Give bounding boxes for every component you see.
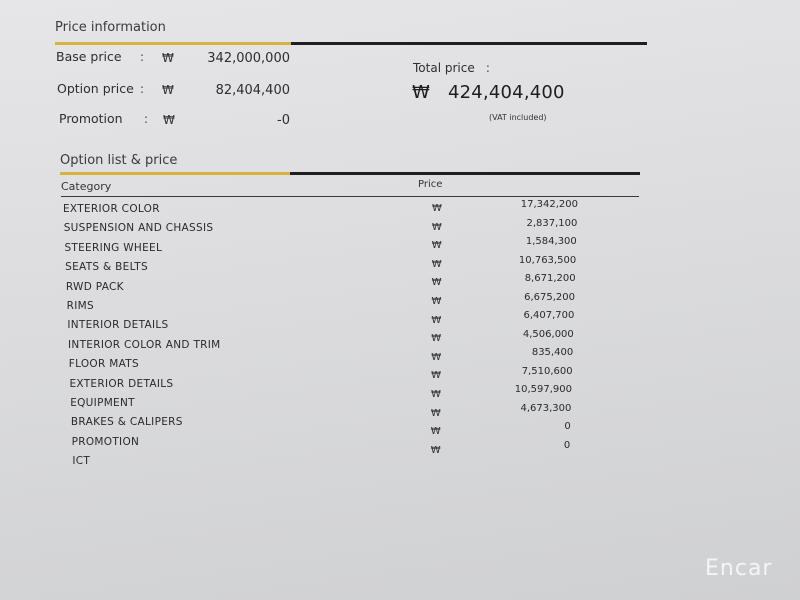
promotion-label: Promotion [59, 111, 123, 126]
option-price: 835,400 [531, 347, 574, 358]
total-price-label: Total price [413, 61, 475, 75]
option-currency: ₩ [431, 296, 442, 307]
option-currency: ₩ [430, 426, 441, 438]
option-category: EXTERIOR COLOR [63, 203, 160, 215]
option-currency: ₩ [431, 351, 442, 363]
option-currency: ₩ [431, 333, 442, 345]
option-currency: ₩ [431, 240, 442, 252]
total-price-colon: : [485, 61, 490, 75]
option-category: INTERIOR DETAILS [67, 319, 169, 332]
total-price-currency: ₩ [412, 82, 430, 103]
option-category: PROMOTION [71, 435, 140, 448]
option-price: 8,671,200 [524, 273, 576, 284]
option-price: 6,407,700 [523, 310, 575, 321]
option-price-colon: : [140, 82, 145, 96]
option-category: STEERING WHEEL [64, 241, 163, 254]
option-category: SEATS & BELTS [65, 261, 148, 274]
option-price: 7,510,600 [521, 365, 573, 377]
promotion-colon: : [144, 112, 149, 126]
option-category: INTERIOR COLOR AND TRIM [68, 338, 221, 351]
option-currency: ₩ [431, 277, 442, 289]
option-price: 4,673,300 [520, 402, 572, 414]
option-category: EQUIPMENT [70, 397, 135, 409]
option-category: FLOOR MATS [68, 358, 139, 371]
price-information-title: Price information [55, 20, 166, 35]
category-header: Category [61, 180, 112, 193]
option-price: 2,837,100 [526, 217, 578, 229]
option-price: 0 [563, 439, 571, 451]
option-category: RIMS [66, 300, 94, 312]
option-currency: ₩ [431, 370, 441, 382]
total-price-value: 424,404,400 [448, 82, 565, 103]
option-category: SUSPENSION AND CHASSIS [63, 222, 214, 235]
base-price-label: Base price [56, 49, 122, 64]
option-currency: ₩ [431, 314, 442, 326]
base-price-colon: : [140, 50, 145, 64]
encar-watermark: Encar [705, 556, 773, 581]
option-category: ICT [72, 455, 91, 468]
option-price: 10,763,500 [518, 254, 577, 266]
promotion-currency: ₩ [163, 113, 175, 127]
vat-note: (VAT included) [489, 113, 547, 122]
option-price: 4,506,000 [522, 328, 574, 340]
option-currency: ₩ [432, 203, 442, 214]
option-list-title: Option list & price [60, 153, 178, 168]
price-header: Price [418, 179, 443, 190]
option-price-currency: ₩ [162, 83, 174, 97]
option-price-value: 82,404,400 [215, 83, 290, 98]
option-currency: ₩ [430, 407, 441, 419]
option-category: EXTERIOR DETAILS [69, 377, 174, 390]
option-currency: ₩ [430, 444, 441, 456]
option-price: 0 [564, 421, 571, 432]
option-price: 17,342,200 [520, 199, 578, 210]
option-price: 1,584,300 [525, 236, 577, 247]
base-price-currency: ₩ [162, 51, 174, 65]
option-price: 6,675,200 [524, 291, 575, 303]
option-category: RWD PACK [65, 280, 124, 293]
option-list-rule [60, 172, 640, 175]
total-price-label-group [413, 57, 490, 76]
promotion-value: -0 [277, 113, 290, 128]
option-currency: ₩ [431, 258, 442, 270]
table-header-rule [61, 196, 639, 197]
price-information-rule [55, 42, 647, 45]
option-price-label: Option price [57, 81, 134, 96]
base-price-value: 342,000,000 [207, 51, 290, 66]
option-category: BRAKES & CALIPERS [70, 416, 183, 429]
option-currency: ₩ [431, 221, 442, 233]
option-price: 10,597,900 [514, 384, 572, 395]
option-currency: ₩ [431, 389, 441, 400]
